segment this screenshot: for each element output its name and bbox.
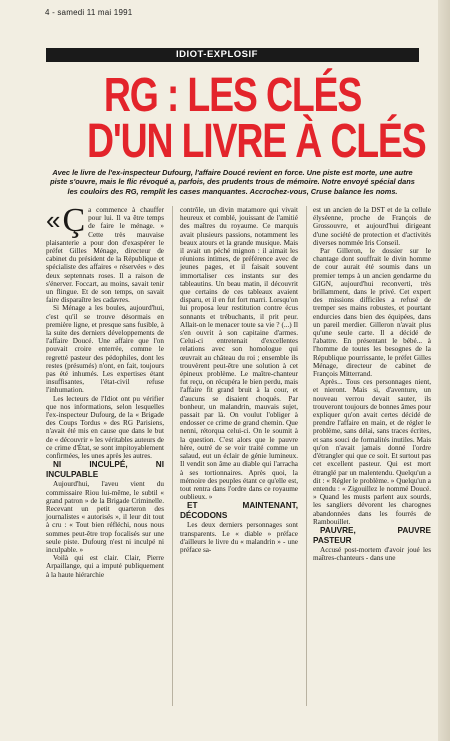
paragraph: Accusé post-mortem d'avoir joué les maîtres-chanteurs - dans une — [313, 545, 431, 563]
headline-line-1: RG : LES CLÉS — [103, 69, 362, 122]
lead-paragraph: Avec le livre de l'ex-inspecteur Dufourg, l'affaire Doucé revient en force. Une piste est morte, une autre piste s'ouvre, mais le flic révoqué a, parfois, des prudents trous de mémoire. Notre envoyé spécial dans les couloirs des RG, remplit les cases manquantes. Accrochez-vous, Cruse balance les noms. — [50, 168, 415, 196]
open-quote-mark: « — [46, 205, 61, 235]
opening-paragraph — [46, 202, 164, 305]
drop-cap: Ç — [62, 202, 86, 239]
rubric-label: IDIOT-EXPLOSIF — [176, 49, 258, 60]
subheading: PAUVRE, PAUVRE PASTEUR — [313, 525, 431, 545]
paragraph: Aujourd'hui, l'aveu vient du commissaire Riou lui-même, le subtil « grand patron » de la Brigade Criminelle. Recevant un petit quarteron des journalistes « autorisés », il leur dit tout à cru : « Tout bien réfléchi, nous nous sommes peut-être trop focalisés sur une seule piste. Dufourg n'est ni inculpé ni inculpable. » — [46, 480, 164, 554]
paragraph: Par Gilleron, le dossier sur le chantage dont souffrait le divin homme de cour aurait été soumis dans un premier temps à un ancien gendarme du GIGN, aujourd'hui reconverti, très brillamment, dans le privé. Cet expert des missions difficiles a refusé de tremper ses mains robustes, et pourtant endurcies dans bien des équipées, dans un pareil merdier. Gilleron n'avait plus qu'une seule carte. Il a décidé de l'abattre. En présentant le bébé... à l'homme de toutes les besognes de la République pourrissante, le préfet Gilles Ménage, directeur de cabinet de François Mitterrand. — [313, 247, 431, 379]
page-header: 4 - samedi 11 mai 1991 — [45, 8, 133, 17]
article-column-3 — [313, 206, 431, 562]
page-edge — [438, 0, 450, 741]
paragraph: Les lecteurs de l'Idiot ont pu vérifier que nos informations, selon lesquelles l'ex-inspecteur Dufourg, de la « Brigade des Coups Tordus » des RG Parisiens, n'avait été mis en cause que dans le but de « découvrir » les véritables auteurs de ce crime d'État, se sont impitoyablement confirmées, les unes après les autres. — [46, 394, 164, 461]
column-rule — [172, 206, 173, 706]
paragraph: contrôle, un divin matamore qui vivait heureux et comblé, jouissant de l'amitié des maîtres du royaume. Ce marquis avait plusieurs passions, notamment les beaux atours et la grande musique. Mais il avait un péché mignon : il aimait les réunions intimes, de préférence avec de jeunes pages, et il faisait souvent immortaliser ces instants sur des tableautins. Un beau matin, il découvrit que certains de ces tableaux avaient disparu, et il en fut fort marri. Lorsqu'on lui proposa leur restitution contre écus sonnants et trébuchants, il prit peur. Allait-on le menacer toute sa vie ? (...) Il s'en ouvrit à son capitaine d'armes. Celui-ci entretenait d'excellentes relations avec son homologue qui œuvrait au château du roi ; ensemble ils trouvèrent peut-être une solution à cet épineux problème. Le maître-chanteur fut reçu, on récupéra le bien perdu, mais l'affaire fit grand bruit à la cour, et d'aucuns se disaient choqués. Par bonheur, un malandrin, mauvais sujet, passait par là. On voulut l'obliger à endosser ce crime de grand chemin. Que nenni, rétorqua celui-ci. On le soumit à la question. C'est alors que le pauvre hère, outré de se voir traité comme un salaud, eut un éclair de génie lumineux. Il vendit son âme au diable qui l'arracha à ses tortionnaires. Après quoi, la mémoire des peuples étant ce qu'elle est, tout rentra dans l'ordre dans ce royaume oublieux. » — [180, 206, 298, 502]
opening-text: a commence à chauffer pour lui. Il va être temps de faire le ménage. » Cette très mauvaise plaisanterie a pour don d'exaspérer le préfet Gilles Ménage, directeur de cabinet du président de la République et spécialiste des affaires « réservées » des deux septennats roses. Il a raison de s'énerver. Foccart, au moins, savait tenir un flingue. Et de son temps, on savait faire disparaître les cadavres. — [46, 206, 164, 305]
paragraph: est un ancien de la DST et de la cellule élyséenne, proche de François de Grossouvre, et aujourd'hui dirigeant d'une société de protection et d'activités diverses nommée Iris Conseil. — [313, 206, 431, 247]
paragraph: Si Ménage a les boules, aujourd'hui, c'est qu'il se trouve désormais en première ligne, et presque sans fusible, à la suite des derniers développements de l'affaire Doucé. Une affaire que l'on pouvait croire enterrée, comme le regretté pasteur des pédophiles, dont les restes (présumés) n'ont, en fait, toujours pas été inhumés. Les expertises étant insuffisantes, l'état-civil refuse l'inhumation. — [46, 304, 164, 395]
section-rubric — [46, 48, 419, 62]
headline-line-2: D'UN LIVRE À CLÉS — [87, 115, 426, 168]
paragraph: Les deux derniers personnages sont transparents. Le « diable » préface d'ailleurs le livre du « malandrin » - une préface sa- — [180, 521, 298, 554]
paragraph: Voilà qui est clair. Clair, Pierre Arpaillange, qui a imputé publiquement à la haute hiérarchie — [46, 554, 164, 579]
subheading: ET MAINTENANT, DÉCODONS — [180, 501, 298, 521]
subheading: NI INCULPÉ, NI INCULPABLE — [46, 460, 164, 480]
paragraph: Après... Tous ces personnages nient, et nieront. Mais si, d'aventure, un nouveau verrou devait sauter, ils trouveront toujours de bonnes âmes pour expliquer qu'on avait certes décidé de prendre l'affaire en main, et de régler le problème, sans délai, sans traces écrites, et sans souci de formalités inutiles. Mais qu'on n'avait jamais donné l'ordre d'étrangler qui que ce soit. Et surtout pas cet excellent pasteur. Qui est mort étranglé par un malentendu. Quelqu'un a dit : « Régler le problème. » Quelqu'un a entendu : « Zigouillez le nommé Doucé. » Quand les musts parlent aux sourds, les sangliers dévorent les charognes abandonnées dans les fourrés de Rambouillet. — [313, 378, 431, 526]
column-rule — [306, 206, 307, 706]
article-column-2 — [180, 206, 298, 554]
article-column-1 — [46, 202, 164, 579]
